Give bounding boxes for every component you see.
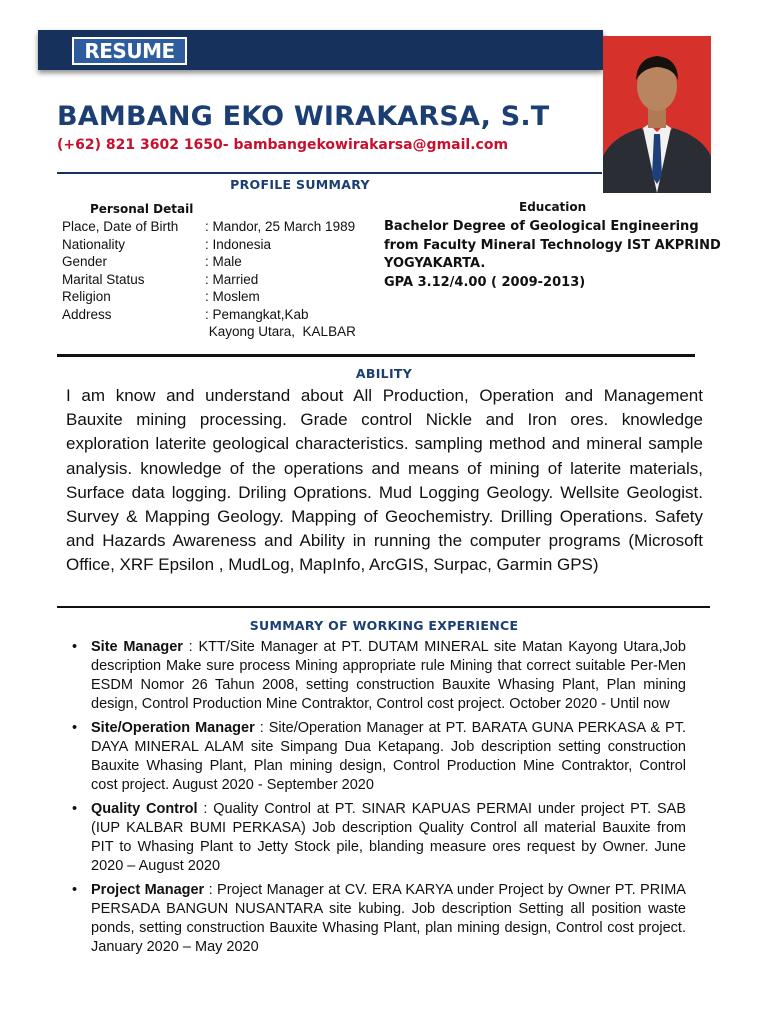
detail-label: Nationality bbox=[62, 236, 126, 252]
detail-label bbox=[62, 323, 205, 341]
person-icon bbox=[603, 36, 711, 193]
contact-info: (+62) 821 3602 1650- bambangekowirakarsa@gmail.com bbox=[57, 137, 509, 153]
ability-title: ABILITY bbox=[355, 366, 413, 381]
detail-label: Marital Status bbox=[62, 271, 145, 287]
detail-row bbox=[62, 271, 356, 289]
list-item bbox=[70, 881, 686, 957]
list-item bbox=[70, 800, 686, 876]
detail-label: Place, Date of Birth bbox=[62, 219, 179, 234]
detail-value: : Married bbox=[205, 271, 259, 287]
detail-label: Address bbox=[62, 306, 112, 322]
divider bbox=[57, 172, 602, 174]
bullet-icon: • bbox=[72, 720, 78, 736]
education-line: from Faculty Mineral Technology IST AKPRIND bbox=[384, 237, 721, 253]
detail-label: Gender bbox=[62, 254, 108, 269]
job-description: : Site/Operation Manager at PT. BARATA GUNA PERKASA & PT. DAYA MINERAL ALAM site Simpang Dua Ketapang. Job description setting construction Bauxite Whasing Plant, Plan mining design, Control Production Mine Contraktor, Control cost project. August 2020 - September 2020 bbox=[91, 720, 686, 793]
detail-row bbox=[62, 306, 356, 324]
job-description: : Quality Control at PT. SINAR KAPUAS PERMAI under project PT. SAB (IUP KALBAR BUMI PERKASA) Job description Quality Control all material Bauxite from PIT to Whasing Plant to Jetty Stock pile, blanding measure ores request by Owner. June 2020 – August 2020 bbox=[91, 801, 686, 874]
detail-value: : Indonesia bbox=[205, 236, 272, 252]
detail-row bbox=[62, 218, 356, 236]
personal-detail-table bbox=[62, 218, 356, 341]
bullet-icon: • bbox=[72, 801, 78, 817]
job-description: : KTT/Site Manager at PT. DUTAM MINERAL site Matan Kayong Utara,Job description Make sure process Mining appropriate rule Mining that correct suitable Per-Men ESDM Nomor 26 Tahun 2008, setting construction Bauxite Whasing Plant, Plan mining design, Control Production Mine Contraktor, Control cost project. October 2020 - Until now bbox=[91, 639, 686, 712]
education-line: GPA 3.12/4.00 ( 2009-2013) bbox=[384, 274, 586, 290]
divider bbox=[57, 606, 710, 608]
profile-summary-title: PROFILE SUMMARY bbox=[230, 177, 370, 192]
detail-value: : Male bbox=[205, 254, 242, 269]
detail-value: : Pemangkat,Kab bbox=[205, 306, 309, 322]
work-experience-title: SUMMARY OF WORKING EXPERIENCE bbox=[249, 618, 519, 633]
job-role: Project Manager bbox=[91, 882, 205, 898]
detail-row bbox=[62, 253, 356, 271]
bullet-icon: • bbox=[72, 639, 78, 655]
detail-value: : Mandor, 25 March 1989 bbox=[205, 219, 356, 234]
list-item bbox=[70, 719, 686, 795]
job-role: Site Manager bbox=[91, 639, 183, 655]
profile-photo bbox=[603, 36, 711, 193]
job-role: Site/Operation Manager bbox=[91, 720, 255, 736]
education-line: Bachelor Degree of Geological Engineering bbox=[384, 219, 699, 234]
job-role: Quality Control bbox=[91, 801, 198, 817]
resume-label: RESUME bbox=[72, 37, 187, 65]
detail-value: : Moslem bbox=[205, 289, 260, 304]
detail-row bbox=[62, 288, 356, 306]
detail-row bbox=[62, 236, 356, 254]
candidate-name: BAMBANG EKO WIRAKARSA, S.T bbox=[57, 101, 550, 132]
work-experience-list bbox=[70, 638, 686, 962]
education-details bbox=[384, 218, 721, 292]
education-line: YOGYAKARTA. bbox=[384, 256, 486, 271]
detail-row bbox=[62, 323, 356, 341]
bullet-icon: • bbox=[72, 882, 78, 898]
ability-paragraph: I am know and understand about All Production, Operation and Management Bauxite mining processing. Grade control Nickle and Iron ores. knowledge exploration laterite geological characteristics. sampling method and mineral sample analysis. knowledge of the operations and means of mining of laterite materials, Surface data logging. Driling Oprations. Mud Logging Geology. Wellsite Geologist. Survey & Mapping Geology. Mapping of Geochemistry. Drilling Operations. Safety and Hazards Awareness and Ability in running the computer programs (Microsoft Office, XRF Epsilon , MudLog, MapInfo, ArcGIS, Surpac, Garmin GPS) bbox=[66, 386, 703, 575]
detail-value: Kayong Utara, KALBAR bbox=[205, 324, 356, 339]
detail-label: Religion bbox=[62, 289, 111, 304]
job-description: : Project Manager at CV. ERA KARYA under Project by Owner PT. PRIMA PERSADA BANGUN NUSANTARA site kubing. Job description Setting all position waste ponds, setting construction Bauxite Whasing Plant, plan mining design, Control cost project. January 2020 – May 2020 bbox=[91, 882, 686, 955]
divider bbox=[57, 354, 695, 357]
personal-detail-title: Personal Detail bbox=[90, 202, 194, 216]
education-title: Education bbox=[519, 200, 587, 214]
list-item bbox=[70, 638, 686, 714]
